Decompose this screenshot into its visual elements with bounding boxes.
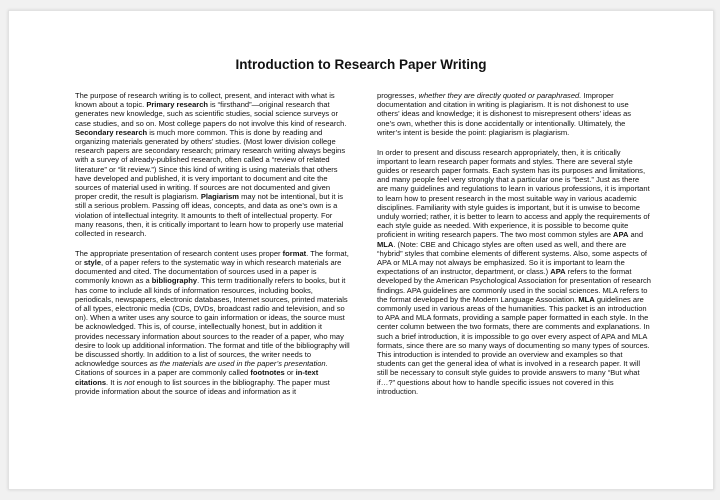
document-page bbox=[8, 10, 714, 490]
page-title: Introduction to Research Paper Writing bbox=[235, 57, 487, 72]
paragraph-plagiarism: progresses, whether they are directly quoted or paraphrased. Improper documentation and citation in writing is plagiarism. It is not dishonest to use others’ ideas and knowledge; it is dishonest to misrepresent others’ ideas as one’s own, whether this is done accidentally or intentionally. Ultimately, the writer’s intent is beside the point: plagiarism is plagiarism. bbox=[377, 91, 632, 137]
right-column bbox=[377, 91, 651, 407]
left-column bbox=[75, 91, 351, 407]
paragraph-format: The appropriate presentation of research content uses proper format. The format, or style, of a paper refers to the systematic way in which research materials are documented and cited. The documentation of sources used in a paper is commonly known as a bibliography. This term traditionally refers to books, but it has come to include all kinds of information resources, including books, periodicals, newspapers, electronic databases, Internet sources, printed materials of all types, electronic media (CDs, DVDs, broadcast radio and television, and so on). When a writer uses any source to gain information or ideas, the source must be acknowledged. This is, of course, intellectually honest, but in addition it provides necessary information about sources to the reader of a paper, who may desire to look up additional information. The format and title of the bibliography will be discussed shortly. In addition to a list of sources, the writer needs to acknowledge sources as the materials are used in the paper’s presentation. Citations of sources in a paper are commonly called footnotes or in-text citations. It is not enough to list sources in the bibliography. The paper must provide information about the source of ideas and information as it bbox=[75, 248, 350, 396]
paragraph-styles: In order to present and discuss research appropriately, then, it is critically important to learn research paper formats and styles. There are several style guides or research paper formats. Each system has its purposes and limitations, and many people feel very strongly that a particular one is “best.” Just as there are many guidelines and regulations to learn in various professions, it is important to learn how to present research in the most suitable way in various academic disciplines. Familiarity with style guides is important, but it is unwise to become unduly worried; rather, it is better to learn to access and apply the requirements of each style guide as needed. With experience, it is possible to become quite proficient in writing research papers. The two most common styles are APA and MLA. (Note: CBE and Chicago styles are often used as well, and there are “hybrid” styles that combine elements of different systems. Also, some aspects of APA or MLA may not always be emphasized. So it is important to learn the expectations of an instructor, department, or class.) APA refers to the format developed by the American Psychological Association for presentation of research findings. APA guidelines are commonly used in the social sciences. MLA refers to the format developed by the Modern Language Association. MLA guidelines are commonly used in various areas of the humanities. This packet is an introduction to APA and MLA formats, providing a sample paper formatted in each style. In the center column between the two formats, there are comments and explanations. In such a brief introduction, it is impossible to go over every aspect of APA and MLA formats, since there are so many ways of documenting so many types of sources. This introduction is intended to provide an overview and examples so that students can get the general idea of what is involved in a research paper. It will still be necessary to consult style guides to provide answers to many “But what if…?” questions about how to handle specific issues not covered in this introduction. bbox=[377, 147, 651, 396]
paragraph-research-intro: The purpose of research writing is to collect, present, and interact with what is known about a topic. Primary research is “firsthand”—original research that generates new knowledge, such as scientific studies, social science surveys or case studies, and so on. Most college papers do not involve this kind of research. Secondary research is much more common. This is done by reading and organizing materials generated by others’ studies. (Most lower division college research papers are secondary research; primary research writing always begins with a survey of already-published research, often called a “review of related literature” or “lit review.”) Since this kind of writing is using materials that others have developed and published, it is very important to document and cite the sources of material used in writing. If sources are not documented and given proper credit, the result is plagiarism. Plagiarism may not be intentional, but it is still a serious problem. Passing off ideas, concepts, and data as one’s own is a violation of intellectual integrity. It amounts to theft of intellectual property. For many reasons, then, it is critically important to learn how to properly use material collected in research. bbox=[75, 91, 347, 239]
